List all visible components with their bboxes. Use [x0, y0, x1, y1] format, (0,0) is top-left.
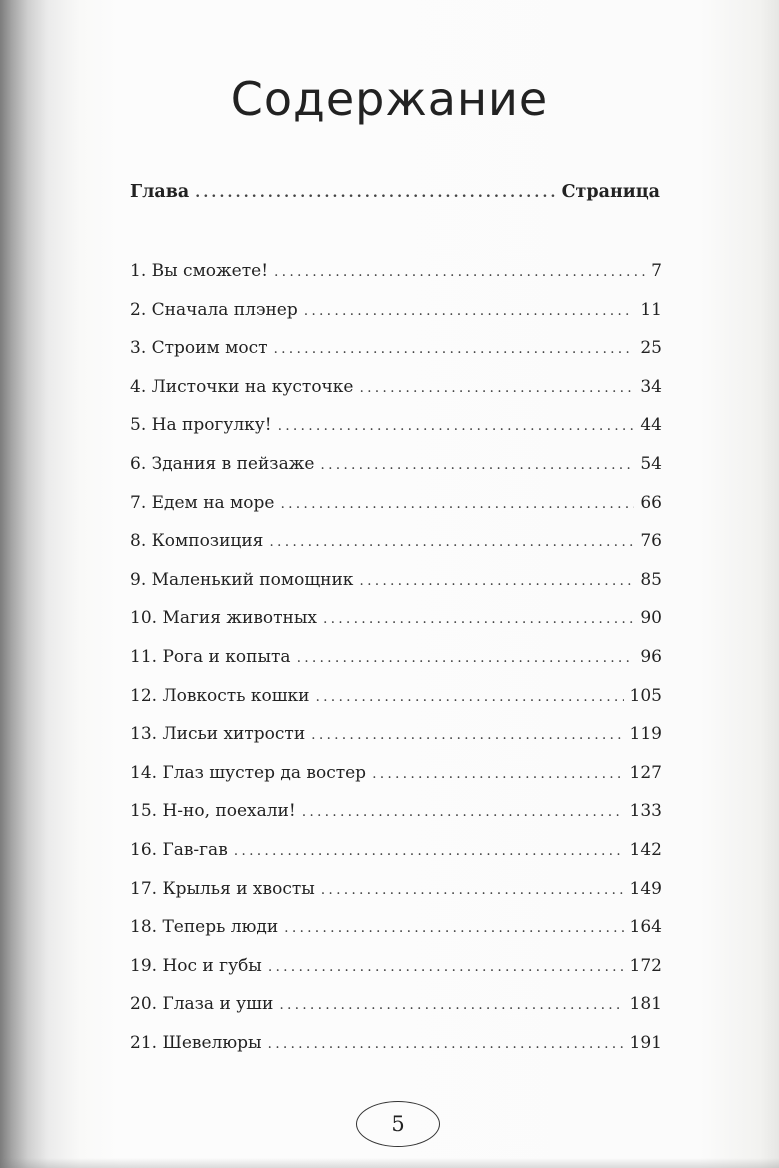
page-title: Содержание	[230, 72, 549, 126]
dot-leader	[311, 727, 623, 743]
toc-header	[130, 182, 660, 202]
chapter-column-label: Глава	[130, 182, 190, 202]
dot-leader	[297, 650, 635, 666]
toc-page-number: 133	[629, 801, 662, 822]
toc-entry	[130, 956, 662, 995]
dot-leader	[359, 380, 634, 396]
dot-leader	[279, 997, 623, 1013]
toc-entry	[130, 531, 662, 570]
toc-entry	[130, 454, 662, 493]
toc-chapter-title: 13. Лисьи хитрости	[130, 724, 306, 745]
toc-page-number: 127	[629, 762, 662, 783]
toc-chapter-title: 4. Листочки на кусточке	[130, 376, 354, 397]
dot-leader	[234, 843, 624, 859]
dot-leader	[284, 920, 623, 936]
toc-page-number: 54	[640, 453, 662, 474]
toc-entry	[130, 377, 662, 416]
toc-entry	[130, 415, 662, 454]
header-dot-leader	[195, 185, 555, 201]
toc-list	[130, 261, 662, 1071]
toc-page-number: 34	[640, 376, 662, 397]
toc-page-number: 105	[629, 685, 662, 706]
dot-leader	[372, 766, 623, 782]
toc-chapter-title: 18. Теперь люди	[130, 917, 279, 938]
toc-chapter-title: 20. Глаза и уши	[130, 994, 274, 1015]
dot-leader	[304, 303, 635, 319]
toc-entry	[130, 917, 662, 956]
toc-page-number: 25	[640, 338, 662, 359]
dot-leader	[320, 457, 634, 473]
toc-chapter-title: 19. Нос и губы	[130, 955, 262, 976]
toc-page-number: 90	[640, 608, 662, 629]
dot-leader	[268, 959, 624, 975]
toc-entry	[130, 261, 662, 300]
toc-chapter-title: 21. Шевелюры	[130, 1032, 262, 1053]
toc-entry	[130, 1033, 662, 1072]
toc-page-number: 76	[640, 531, 662, 552]
toc-chapter-title: 9. Маленький помощник	[130, 569, 354, 590]
dot-leader	[269, 534, 634, 550]
toc-page-number: 85	[640, 569, 662, 590]
toc-entry	[130, 994, 662, 1033]
dot-leader	[316, 689, 624, 705]
page-edge-shadow	[0, 1158, 779, 1168]
toc-chapter-title: 1. Вы сможете!	[130, 261, 269, 281]
toc-entry	[130, 300, 662, 339]
toc-entry	[130, 801, 662, 840]
dot-leader	[274, 264, 645, 280]
toc-page-number: 181	[629, 994, 662, 1015]
toc-chapter-title: 12. Ловкость кошки	[130, 685, 310, 706]
toc-entry	[130, 647, 662, 686]
toc-entry	[130, 338, 662, 377]
toc-page-number: 119	[629, 724, 662, 745]
toc-page-number: 44	[640, 415, 662, 436]
page-column-label: Страница	[561, 182, 660, 202]
toc-chapter-title: 15. Н-но, поехали!	[130, 801, 296, 822]
toc-entry	[130, 724, 662, 763]
toc-entry	[130, 608, 662, 647]
dot-leader	[274, 341, 635, 357]
toc-entry	[130, 840, 662, 879]
toc-chapter-title: 2. Сначала плэнер	[130, 299, 298, 320]
dot-leader	[268, 1036, 624, 1052]
toc-entry	[130, 879, 662, 918]
toc-entry	[130, 763, 662, 802]
toc-entry	[130, 570, 662, 609]
dot-leader	[323, 611, 634, 627]
toc-page-number: 96	[640, 646, 662, 667]
toc-entry	[130, 493, 662, 532]
toc-chapter-title: 16. Гав-гав	[130, 839, 228, 860]
page-number: 5	[356, 1101, 440, 1147]
dot-leader	[302, 804, 624, 820]
toc-entry	[130, 686, 662, 725]
toc-page-number: 149	[629, 878, 662, 899]
toc-page-number: 11	[640, 299, 662, 320]
dot-leader	[321, 882, 624, 898]
toc-page-number: 7	[651, 261, 662, 281]
toc-chapter-title: 3. Строим мост	[130, 338, 268, 359]
dot-leader	[359, 573, 634, 589]
toc-page-number: 191	[629, 1032, 662, 1053]
toc-page-number: 172	[629, 955, 662, 976]
dot-leader	[278, 418, 635, 434]
toc-page-number: 164	[629, 917, 662, 938]
toc-chapter-title: 14. Глаз шустер да востер	[130, 762, 367, 783]
toc-page-number: 66	[640, 492, 662, 513]
toc-chapter-title: 8. Композиция	[130, 531, 264, 552]
dot-leader	[280, 496, 634, 512]
toc-page-number: 142	[629, 839, 662, 860]
toc-chapter-title: 11. Рога и копыта	[130, 646, 291, 667]
toc-chapter-title: 6. Здания в пейзаже	[130, 453, 315, 474]
toc-chapter-title: 10. Магия животных	[130, 608, 317, 629]
toc-chapter-title: 5. На прогулку!	[130, 415, 272, 436]
toc-chapter-title: 7. Едем на море	[130, 492, 275, 513]
toc-chapter-title: 17. Крылья и хвосты	[130, 878, 315, 899]
